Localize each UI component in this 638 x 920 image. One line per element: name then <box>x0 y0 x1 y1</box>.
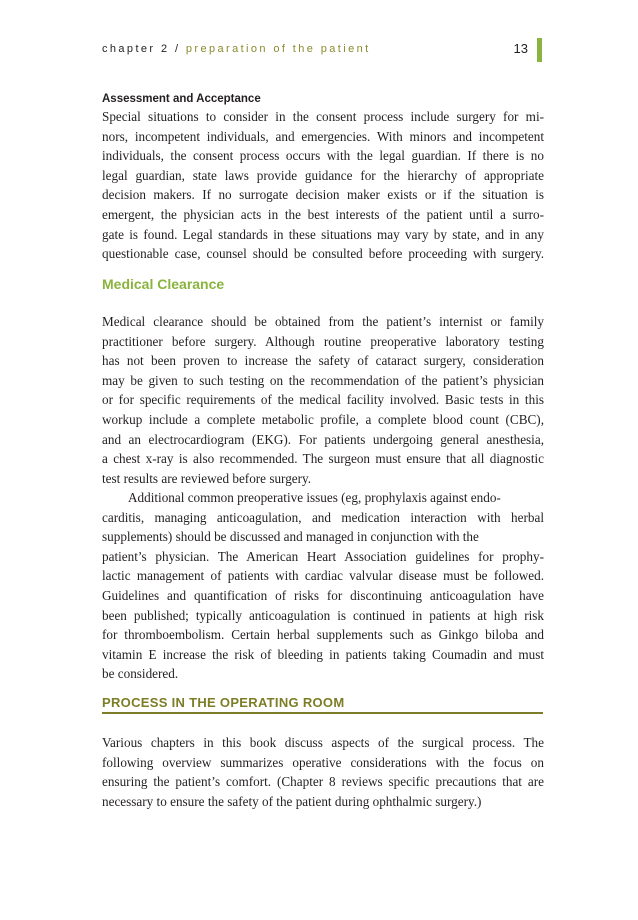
text-line: emergent, the physician acts in the best interests of the patient until a surro- <box>102 206 544 222</box>
chapter-title: preparation of the patient <box>185 43 371 55</box>
text-line: Special situations to consider in the consent process include surgery for mi- <box>102 109 544 124</box>
text-line: a chest x-ray is also recommended. The surgeon must ensure that all diagnostic <box>102 451 544 467</box>
text-line: Various chapters in this book discuss aspects of the surgical process. The <box>102 735 544 750</box>
text-line: Medical clearance should be obtained from the patient’s internist or family <box>102 314 544 329</box>
header-separator: / <box>174 43 181 55</box>
text-line: or for specific requirements of the medical facility involved. Basic tests in this <box>102 392 544 408</box>
text-line: ensuring the patient’s comfort. (Chapter 8 reviews specific precautions that are <box>102 774 544 790</box>
text-line: nors, incompetent individuals, and emergencies. With minors and incompetent <box>102 128 544 144</box>
medical-clearance-paragraph-2 <box>102 488 544 684</box>
text-line: been published; typically anticoagulation is continued in patients at high risk <box>102 607 544 623</box>
text-line: questionable case, counsel should be consulted before proceeding with surgery. <box>102 246 544 262</box>
text-line: be considered. <box>102 666 179 682</box>
page-tab-marker <box>537 38 542 62</box>
text-line: legal guardian, state laws provide guidance for the hierarchy of appropriate <box>102 167 544 183</box>
text-line: individuals, the consent process occurs with the legal guardian. If there is no <box>102 148 544 164</box>
running-header-title <box>102 43 371 55</box>
page-number: 13 <box>513 41 528 56</box>
text-line: lactic management of patients with cardiac valvular disease must be followed. <box>102 568 544 584</box>
text-line: for thromboembolism. Certain herbal supplements such as Ginkgo biloba and <box>102 627 544 643</box>
text-line: following overview summarizes operative considerations with the focus on <box>102 754 544 770</box>
medical-clearance-heading: Medical Clearance <box>102 276 225 292</box>
section-rule <box>102 712 543 714</box>
text-line: has not been proven to increase the safety of cataract surgery, consideration <box>102 353 544 369</box>
text-line: workup include a complete metabolic profile, a complete blood count (CBC), <box>102 411 544 427</box>
text-line: test results are reviewed before surgery. <box>102 470 312 486</box>
medical-clearance-paragraph-1 <box>102 312 544 488</box>
text-line: Guidelines and quantification of risks for discontinuing anticoagulation have <box>102 587 544 603</box>
operating-room-heading: PROCESS IN THE OPERATING ROOM <box>102 695 345 710</box>
text-line: decision makers. If no surrogate decision maker exists or if the situation is <box>102 187 544 203</box>
text-line: patient’s physician. The American Heart Association guidelines for prophy- <box>102 548 544 564</box>
text-line: necessary to ensure the safety of the patient during ophthalmic surgery.) <box>102 793 482 809</box>
text-line: practitioner before surgery. Although routine preoperative laboratory testing <box>102 333 544 349</box>
assessment-heading: Assessment and Acceptance <box>102 93 261 105</box>
operating-room-paragraph <box>102 733 544 811</box>
text-line: gate is found. Legal standards in these situations may vary by state, and in any <box>102 226 544 242</box>
running-header <box>102 38 542 62</box>
assessment-paragraph <box>102 107 544 264</box>
text-line: vitamin E increase the risk of bleeding in patients taking Coumadin and must <box>102 646 544 662</box>
text-line: supplements) should be discussed and managed in conjunction with the <box>102 529 479 545</box>
text-line: carditis, managing anticoagulation, and medication interaction with herbal <box>102 509 544 525</box>
text-line: and an electrocardiogram (EKG). For patients undergoing general anesthesia, <box>102 431 544 447</box>
text-line: Additional common preoperative issues (eg, prophylaxis against endo- <box>128 490 501 505</box>
text-line: may be given to such testing on the recommendation of the patient’s physician <box>102 372 544 388</box>
chapter-label: chapter 2 <box>102 43 170 55</box>
